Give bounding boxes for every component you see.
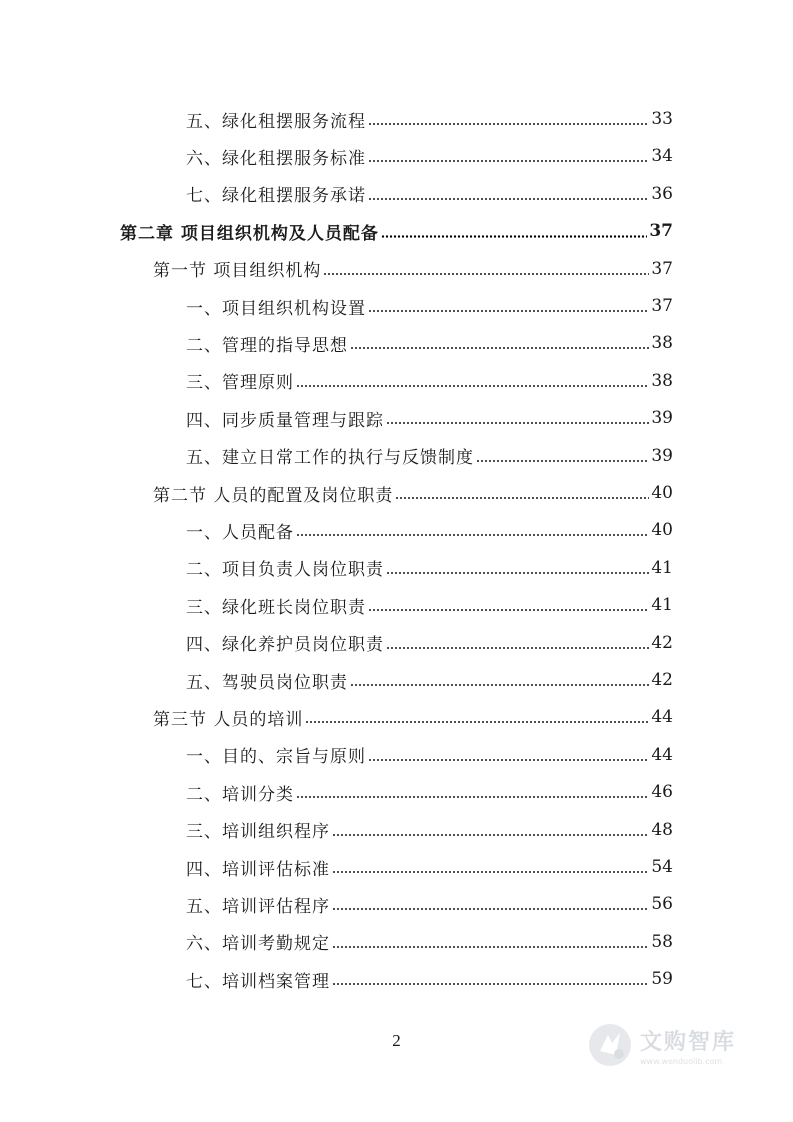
dot-leader xyxy=(368,160,649,162)
toc-entry[interactable] xyxy=(186,964,673,994)
toc-entry-title: 第一节 项目组织机构 xyxy=(153,261,322,282)
toc-entry[interactable] xyxy=(186,291,673,321)
dot-leader xyxy=(386,647,649,649)
toc-entry-page: 48 xyxy=(651,819,673,840)
dot-leader xyxy=(476,460,649,462)
dot-leader xyxy=(368,123,649,125)
toc-entry[interactable] xyxy=(186,665,673,695)
toc-entry-page: 40 xyxy=(651,483,673,503)
page-number: 2 xyxy=(392,1031,401,1050)
toc-entry[interactable] xyxy=(186,628,673,658)
toc-entry[interactable] xyxy=(186,441,673,471)
toc-entry-page: 44 xyxy=(651,707,673,728)
dot-leader xyxy=(386,572,649,574)
toc-entry-title: 一、人员配备 xyxy=(186,522,294,543)
toc-entry[interactable] xyxy=(186,515,673,545)
toc-entry-page: 39 xyxy=(651,445,673,466)
dot-leader xyxy=(350,684,649,686)
toc-entry-title: 三、管理原则 xyxy=(186,373,294,394)
toc-entry-title: 三、绿化班长岗位职责 xyxy=(186,597,366,618)
toc-entry[interactable] xyxy=(186,777,673,807)
toc-entry[interactable] xyxy=(186,104,673,134)
toc-entry-page: 40 xyxy=(651,520,673,541)
brand-logo-icon xyxy=(586,1021,634,1069)
toc-entry[interactable] xyxy=(186,366,673,396)
toc-entry-page: 33 xyxy=(651,109,673,129)
toc-entry-page: 59 xyxy=(651,969,673,990)
toc-entry-page: 37 xyxy=(649,221,673,242)
watermark-name: 文购智库 xyxy=(640,1029,737,1055)
toc-entry-page: 37 xyxy=(651,258,673,279)
dot-leader xyxy=(332,983,649,985)
dot-leader xyxy=(350,347,649,349)
dot-leader xyxy=(332,946,649,948)
toc-entry-title: 第二节 人员的配置及岗位职责 xyxy=(153,485,394,506)
toc-entry-title: 第二章 项目组织机构及人员配备 xyxy=(120,223,379,244)
toc-entry-title: 一、目的、宗旨与原则 xyxy=(186,747,366,768)
dot-leader xyxy=(305,721,649,723)
toc-entry-title: 四、培训评估标准 xyxy=(186,859,330,880)
toc-entry-page: 58 xyxy=(651,931,673,952)
toc-entry-title: 四、同步质量管理与跟踪 xyxy=(186,410,384,431)
toc-entry-page: 39 xyxy=(651,408,673,429)
toc-entry-page: 44 xyxy=(651,744,673,765)
dot-leader xyxy=(296,534,649,536)
toc-entry-page: 34 xyxy=(651,146,673,167)
toc-entry[interactable] xyxy=(186,403,673,433)
toc-entry-page: 42 xyxy=(651,670,673,690)
toc-entry[interactable] xyxy=(186,553,673,583)
toc-entry-title: 六、培训考勤规定 xyxy=(186,934,330,955)
toc-entry[interactable] xyxy=(186,927,673,957)
toc-entry-title: 五、驾驶员岗位职责 xyxy=(186,672,348,693)
toc-entry-title: 一、项目组织机构设置 xyxy=(186,298,366,319)
toc-entry-page: 41 xyxy=(651,557,673,578)
dot-leader xyxy=(386,422,649,424)
toc-entry[interactable] xyxy=(153,478,673,508)
toc-entry[interactable] xyxy=(186,740,673,770)
dot-leader xyxy=(368,310,649,312)
toc-entry-page: 37 xyxy=(651,296,673,316)
dot-leader xyxy=(381,235,647,238)
toc-entry-title: 五、建立日常工作的执行与反馈制度 xyxy=(186,448,474,469)
dot-leader xyxy=(296,385,649,387)
toc-entry-title: 五、培训评估程序 xyxy=(186,896,330,917)
toc-entry[interactable] xyxy=(120,216,673,246)
toc-entry-title: 二、培训分类 xyxy=(186,784,294,805)
toc-entry-page: 38 xyxy=(651,333,673,354)
watermark xyxy=(586,1017,766,1073)
dot-leader xyxy=(332,834,649,836)
toc-entry-title: 第三节 人员的培训 xyxy=(153,709,304,730)
toc-entry-title: 七、绿化租摆服务承诺 xyxy=(186,186,366,207)
toc-entry[interactable] xyxy=(186,815,673,845)
dot-leader xyxy=(323,273,649,275)
toc-entry-title: 二、管理的指导思想 xyxy=(186,335,348,356)
toc-entry-title: 四、绿化养护员岗位职责 xyxy=(186,635,384,656)
toc-entry-title: 六、绿化租摆服务标准 xyxy=(186,148,366,169)
dot-leader xyxy=(368,609,649,611)
toc-entry-page: 46 xyxy=(651,782,673,803)
toc-entry-page: 54 xyxy=(651,857,673,877)
toc-entry-page: 42 xyxy=(651,632,673,653)
dot-leader xyxy=(368,759,649,761)
toc-entry-title: 七、培训档案管理 xyxy=(186,971,330,992)
toc-entry[interactable] xyxy=(186,141,673,171)
toc-entry[interactable] xyxy=(186,328,673,358)
dot-leader xyxy=(368,198,649,200)
toc-entry-page: 56 xyxy=(651,894,673,915)
dot-leader xyxy=(332,871,649,873)
toc-entry-page: 36 xyxy=(651,183,673,204)
toc-entry-title: 二、项目负责人岗位职责 xyxy=(186,560,384,581)
toc-entry[interactable] xyxy=(153,702,673,732)
toc-entry[interactable] xyxy=(186,889,673,919)
toc-entry[interactable] xyxy=(186,852,673,882)
toc-entry-page: 41 xyxy=(651,595,673,616)
dot-leader xyxy=(296,796,649,798)
dot-leader xyxy=(395,497,649,499)
toc-entry-page: 38 xyxy=(651,370,673,391)
dot-leader xyxy=(332,908,649,910)
toc-entry[interactable] xyxy=(186,179,673,209)
watermark-url: www.wenduolib.com xyxy=(640,1056,723,1066)
toc-entry[interactable] xyxy=(186,590,673,620)
toc-entry-title: 五、绿化租摆服务流程 xyxy=(186,111,366,132)
toc-entry[interactable] xyxy=(153,254,673,284)
toc-entry-title: 三、培训组织程序 xyxy=(186,822,330,843)
